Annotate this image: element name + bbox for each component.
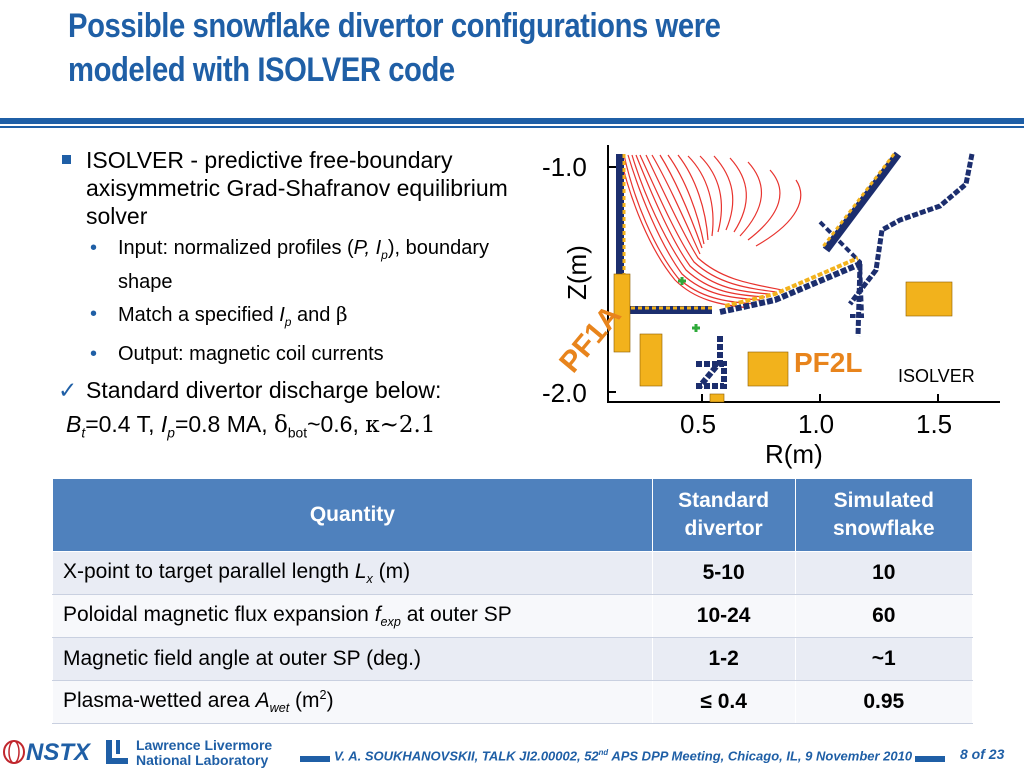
snowflake-value-cell: 0.95 xyxy=(795,681,973,724)
slide-title-line1: Possible snowflake divertor configurations were xyxy=(68,7,721,45)
dot-bullet-icon: • xyxy=(90,303,98,325)
nstx-logo-icon xyxy=(2,739,26,765)
pf1b-coil xyxy=(640,334,662,386)
bullet-list xyxy=(56,146,526,448)
snowflake-value-cell: 60 xyxy=(795,595,973,638)
check-bullet-standard xyxy=(56,376,526,404)
column-header-standard: Standard divertor xyxy=(652,479,795,552)
snowflake-value-cell: ~1 xyxy=(795,638,973,681)
sub-bullet-output-text: Output: magnetic coil currents xyxy=(118,343,384,365)
column-header-snowflake: Simulated snowflake xyxy=(795,479,973,552)
sub-bullet-match xyxy=(56,301,526,336)
dot-bullet-icon: • xyxy=(90,343,98,365)
table-row xyxy=(53,595,973,638)
nstx-logo-text: NSTX xyxy=(26,739,91,766)
dot-bullet-icon: • xyxy=(90,237,98,259)
pf3-coil xyxy=(906,282,952,316)
pf2l-label: PF2L xyxy=(794,347,863,378)
standard-value-cell: 5-10 xyxy=(652,552,795,595)
x-tick-label: 1.5 xyxy=(916,409,953,439)
standard-value-cell: 10-24 xyxy=(652,595,795,638)
table-row xyxy=(53,552,973,595)
title-divider xyxy=(0,118,1024,124)
isolver-equilibrium-figure xyxy=(520,140,1006,470)
sub-bullet-match-text: Match a specified $I_p$ and β xyxy=(118,302,348,329)
llnl-logo-text: Lawrence Livermore National Laboratory xyxy=(136,737,273,768)
footer-rule-left xyxy=(300,756,330,762)
pf1a-label: PF1A xyxy=(553,299,628,380)
field-lines xyxy=(620,155,801,308)
slide-footer xyxy=(0,736,1024,768)
quantity-cell: Plasma-wetted area $A_{wet}$ $(m^2)$ xyxy=(53,681,653,724)
check-bullet-text: Standard divertor discharge below: xyxy=(86,377,442,403)
footer-rule-right xyxy=(915,756,945,762)
checkmark-icon: ✓ xyxy=(58,377,78,403)
x-tick-label: 1.0 xyxy=(798,409,835,439)
bullet-isolver xyxy=(56,146,526,230)
column-header-quantity: Quantity xyxy=(53,479,653,552)
y-tick-label: -1.0 xyxy=(542,152,587,182)
discharge-parameters: $B_t=0.4$ T, $I_p=0.8$ MA, $\delta_{bot}\sim 0.6$, κ~2.1 xyxy=(66,411,436,441)
table-row xyxy=(53,638,973,681)
standard-value-cell: 1-2 xyxy=(652,638,795,681)
x-tick-label: 0.5 xyxy=(680,409,717,439)
page-number: 8 of 23 xyxy=(960,746,1005,762)
y-tick-label: -2.0 xyxy=(542,378,587,408)
quantity-cell: Poloidal magnetic flux expansion $f_{exp}$ at outer SP xyxy=(53,595,653,638)
footer-citation: V. A. SOUKHANOVSKII, TALK JI2.00002, 52nd APS DPP Meeting, Chicago, IL, 9 November 2010 xyxy=(334,748,913,764)
sub-bullet-output xyxy=(56,341,526,368)
snowflake-value-cell: 10 xyxy=(795,552,973,595)
quantity-cell: X-point to target parallel length $L_x$ (m) xyxy=(53,552,653,595)
slide-title xyxy=(68,4,1005,92)
slide-title-line2: modeled with ISOLVER code xyxy=(68,51,455,89)
y-axis-label: Z(m) xyxy=(562,245,592,300)
pf2l-coil xyxy=(748,352,788,386)
isolver-label: ISOLVER xyxy=(898,366,975,386)
table-row xyxy=(53,681,973,724)
sub-bullet-input-text: Input: normalized profiles (P, $I_p$), boundary shape xyxy=(118,237,489,293)
x-axis-label: R(m) xyxy=(765,439,823,469)
square-bullet-icon xyxy=(62,155,71,164)
parameter-table xyxy=(52,478,973,724)
llnl-logo-icon xyxy=(104,738,132,766)
quantity-cell: Magnetic field angle at outer SP (deg.) xyxy=(53,638,653,681)
bullet-isolver-text: ISOLVER - predictive free-boundary axisymmetric Grad-Shafranov equilibrium solver xyxy=(86,147,508,229)
sub-bullet-input xyxy=(56,235,526,296)
standard-value-cell: ≤ 0.4 xyxy=(652,681,795,724)
title-divider-thin xyxy=(0,126,1024,128)
